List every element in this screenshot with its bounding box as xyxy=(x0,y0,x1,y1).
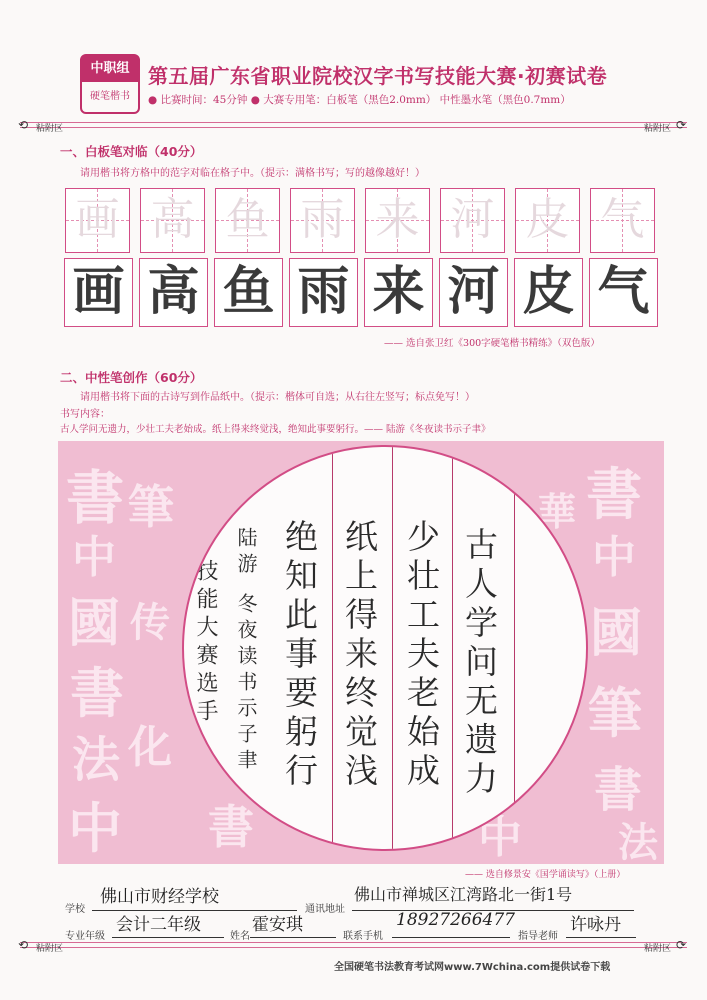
teacher-label: 指导老师 xyxy=(518,931,558,942)
phone-value: 18927266477 xyxy=(396,910,515,930)
model-char-cell xyxy=(290,188,355,253)
model-char: 河 xyxy=(450,194,495,245)
signature-column: 技能大赛选手 xyxy=(193,559,218,727)
swirl-icon: ⟳ xyxy=(676,118,687,132)
footer-divider-thin xyxy=(20,947,687,948)
teacher-underline xyxy=(566,937,636,938)
written-char: 河 xyxy=(439,258,508,327)
watermark-char: 中 xyxy=(478,812,522,863)
watermark-char: 中 xyxy=(72,532,116,583)
address-value: 佛山市禅城区江湾路北一街1号 xyxy=(354,885,573,904)
teacher-value: 许咏丹 xyxy=(570,915,621,935)
poem-title: 冬夜读书示子聿 xyxy=(234,593,258,775)
model-char: 雨 xyxy=(300,194,345,245)
column-line xyxy=(452,447,453,849)
written-char: 雨 xyxy=(289,258,358,327)
column-line xyxy=(392,447,393,849)
seal-zone-label: 粘附区 xyxy=(644,944,672,954)
section1-instruction: 请用楷书将方格中的范字对临在格子中。（提示：满格书写；写的越像越好！） xyxy=(80,168,425,179)
model-char: 皮 xyxy=(525,194,570,245)
watermark-char: 書 xyxy=(586,462,642,528)
section1-source: —— 选自张卫红《300字硬笔楷书精练》（双色版） xyxy=(384,338,600,349)
written-char: 气 xyxy=(589,258,658,327)
model-char-cell xyxy=(140,188,205,253)
model-char-cell xyxy=(365,188,430,253)
poem-column-2: 少壮工夫老始成 xyxy=(402,519,441,792)
model-char: 鱼 xyxy=(225,194,270,245)
model-char: 气 xyxy=(600,194,645,245)
written-char: 画 xyxy=(64,258,133,327)
exam-title: 第五届广东省职业院校汉字书写技能大赛·初赛试卷 xyxy=(148,64,608,88)
header-divider xyxy=(20,122,687,123)
seal-zone-label: 粘附区 xyxy=(36,124,64,134)
artwork-paper xyxy=(58,441,664,864)
section2-title: 二、中性笔创作（60分） xyxy=(60,370,203,385)
badge-group-label: 中职组 xyxy=(82,56,138,82)
header-divider-thin xyxy=(20,127,687,128)
model-char-cell xyxy=(440,188,505,253)
website-note: 全国硬笔书法教育考试网www.7Wchina.com提供试卷下载 xyxy=(334,962,611,973)
seal-zone-label: 粘附区 xyxy=(36,944,64,954)
model-char: 高 xyxy=(150,194,195,245)
column-line xyxy=(514,447,515,849)
exam-info: ● 比赛时间：45分钟 ● 大赛专用笔：白板笔（黑色2.0mm） 中性墨水笔（黑色0.7mm） xyxy=(148,94,571,106)
watermark-char: 筆 xyxy=(588,681,642,745)
section2-instruction: 请用楷书将下面的古诗写到作品纸中。（提示：楷体可自选；从右往左竖写；标点免写！） xyxy=(80,392,475,403)
content-label: 书写内容： xyxy=(60,409,110,420)
phone-underline xyxy=(392,937,510,938)
model-char-cell xyxy=(215,188,280,253)
model-char-cell xyxy=(65,188,130,253)
artwork-circle xyxy=(182,445,588,851)
model-char-cell xyxy=(590,188,655,253)
watermark-char: 國 xyxy=(68,593,121,654)
poem-author: 陆游 xyxy=(234,527,258,579)
watermark-char: 化 xyxy=(128,722,172,773)
written-char: 高 xyxy=(139,258,208,327)
school-value: 佛山市财经学校 xyxy=(100,887,219,907)
name-label: 姓名 xyxy=(230,931,250,942)
grade-underline xyxy=(112,937,224,938)
watermark-char: 書 xyxy=(594,762,643,818)
watermark-char: 法 xyxy=(72,732,121,788)
model-char: 来 xyxy=(375,194,420,245)
watermark-char: 传 xyxy=(130,599,170,646)
watermark-char: 筆 xyxy=(128,480,174,534)
swirl-icon: ⟲ xyxy=(18,938,29,952)
name-underline xyxy=(250,937,336,938)
phone-label: 联系手机 xyxy=(343,931,383,942)
footer-divider xyxy=(20,942,687,943)
section2-source: —— 选自修景安《国学诵读写》（上册） xyxy=(465,870,626,880)
seal-zone-label: 粘附区 xyxy=(644,124,672,134)
address-label: 通讯地址 xyxy=(305,904,345,915)
school-label: 学校 xyxy=(65,904,85,915)
watermark-char: 書 xyxy=(70,661,124,725)
poem-column-3: 纸上得来终觉浅 xyxy=(340,519,379,792)
written-char: 皮 xyxy=(514,258,583,327)
model-char-cell xyxy=(515,188,580,253)
watermark-char: 法 xyxy=(618,819,658,864)
written-char: 来 xyxy=(364,258,433,327)
poem-column-1: 古人学问无遗力 xyxy=(460,527,499,800)
watermark-char: 國 xyxy=(590,603,643,664)
name-value: 霍安琪 xyxy=(252,915,303,935)
grade-value: 会计二年级 xyxy=(116,915,201,935)
grade-label: 专业年级 xyxy=(65,931,105,942)
watermark-char: 中 xyxy=(68,796,122,860)
badge-style-label: 硬笔楷书 xyxy=(90,91,130,102)
poem-content: 古人学问无遗力，少壮工夫老始成。纸上得来终觉浅，绝知此事要躬行。—— 陆游《冬夜读书示子聿》 xyxy=(60,424,491,435)
watermark-char: 中 xyxy=(592,532,636,583)
group-badge xyxy=(80,54,140,114)
watermark-char: 華 xyxy=(538,489,577,534)
section1-title: 一、白板笔对临（40分） xyxy=(60,144,203,159)
poem-column-4: 绝知此事要躬行 xyxy=(280,519,319,792)
swirl-icon: ⟲ xyxy=(18,118,29,132)
column-line xyxy=(332,447,333,849)
written-char: 鱼 xyxy=(214,258,283,327)
watermark-char: 書 xyxy=(66,464,125,532)
swirl-icon: ⟳ xyxy=(676,938,687,952)
model-char: 画 xyxy=(75,194,120,245)
watermark-char: 書 xyxy=(208,800,254,854)
